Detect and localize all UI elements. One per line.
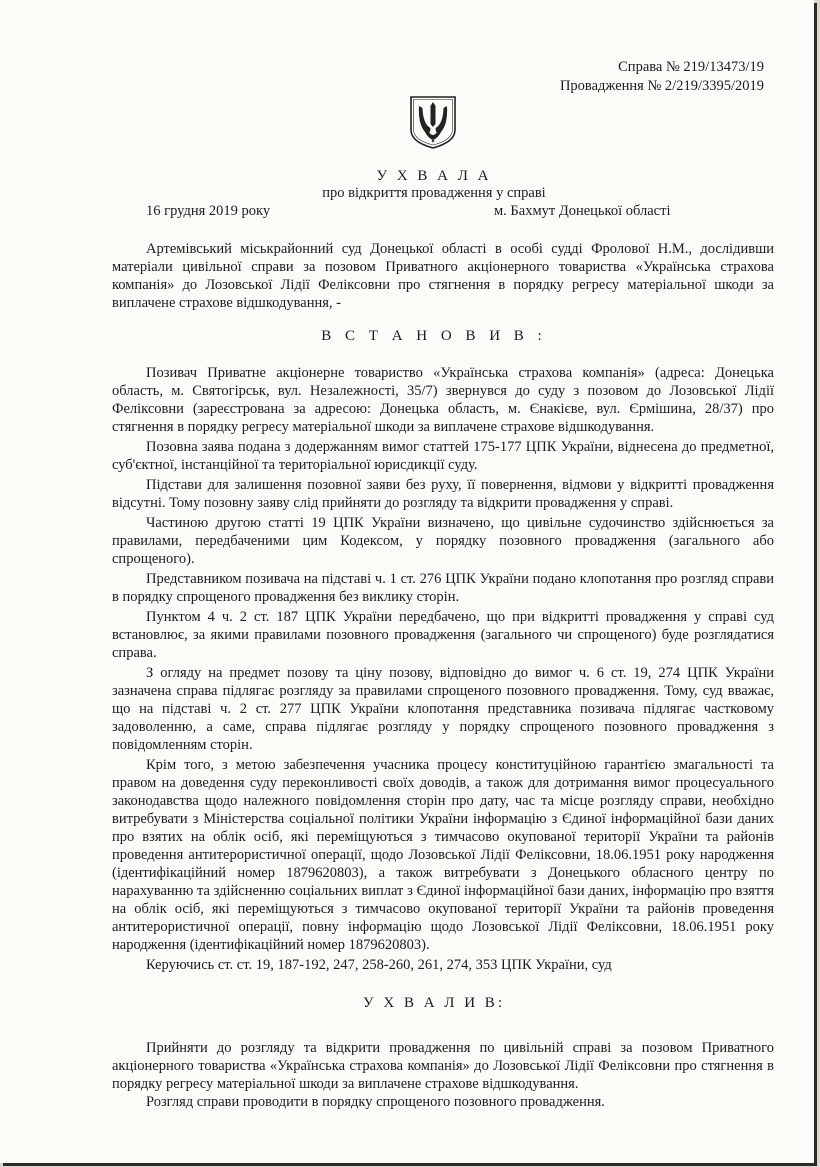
proceeding-number: Провадження № 2/219/3395/2019	[559, 78, 764, 94]
document-date: 16 грудня 2019 року	[146, 203, 271, 219]
paragraph-grounds: Підстави для залишення позовної заяви без руху, її повернення, відмови у відкритті провадження відсутні. Тому позовну заяву слід прийняти до розгляду та відкрити провадження у справі.	[112, 477, 774, 511]
case-number: Справа № 219/13473/19	[618, 59, 764, 75]
paragraph-plaintiff: Позивач Приватне акціонерне товариство «Українська страхова компанія» (адреса: Донецька область, м. Святогірськ, вул. Незалежності, 35/7) звернувся до суду з позовом до Лозовської Лідії Феліксовни (зареєстрована за адресою: Донецька область, м. Єнакієве, вул. Єрмішина, 28/37) про стягнення в порядку регресу матеріальної шкоди за виплачене страхове відшкодування.	[112, 365, 774, 435]
case-reference	[560, 58, 764, 96]
document-title: У Х В А Л А	[376, 168, 492, 184]
ruling-paragraph-procedure: Розгляд справи проводити в порядку спрощеного позовного провадження.	[146, 1094, 605, 1110]
paragraph-claim-requirements: Позовна заява подана з додержанням вимог статтей 175-177 ЦПК України, віднесена до предметної, суб'єктної, інстанційної та територіальної юрисдикції суду.	[112, 439, 774, 473]
ruling-paragraph-accept: Прийняти до розгляду та відкрити провадження по цивільній справі за позовом Приватного акціонерного товариства «Українська страхова компанія» до Лозовської Лідії Феліксовни про стягнення в порядку регресу матеріальної шкоди за виплачене страхове відшкодування.	[112, 1040, 774, 1092]
heading-ruled: У Х В А Л И В:	[363, 995, 505, 1011]
paragraph-motion: Представником позивача на підставі ч. 1 ст. 276 ЦПК України подано клопотання про розгляд справи в порядку спрощеного провадження без виклику сторін.	[112, 571, 774, 605]
intro-section	[112, 240, 774, 312]
paragraph-guided-by: Керуючись ст. ст. 19, 187-192, 247, 258-260, 261, 274, 353 ЦПК України, суд	[146, 957, 612, 973]
ruling-section	[112, 1039, 774, 1111]
intro-paragraph: Артемівський міськрайонний суд Донецької області в особі судді Фролової Н.М., дослідивши матеріали цивільної справи за позовом Приватного акціонерного товариства «Українська страхова компанія» до Лозовської Лідії Феліксовни про стягнення в порядку регресу матеріальної шкоди за виплачене страхове відшкодування, -	[112, 241, 774, 311]
trident-coat-of-arms-icon	[408, 94, 458, 150]
paragraph-information-request: Крім того, з метою забезпечення учасника процесу конституційною гарантією змагальності та правом на доведення суду переконливості своїх доводів, а також для дотримання вимог процесуального законодавства щодо належного повідомлення сторін про дату, час та місце розгляду справи, необхідно витребувати з Міністерства соціальної політики України інформацію з Єдиної інформаційної бази даних про взятих на облік осіб, які переміщуються з тимчасово окупованої території України та районів проведення антитерористичної операції, щодо Лозовської Лідії Феліксовни, 18.06.1951 року народження (ідентифікаційний номер 1879620803), а також витребувати з Донецького обласного центру по нарахуванню та здійсненню соціальних виплат з Єдиної інформаційної бази даних, інформацію про взяття на облік осіб, які переміщуються з тимчасово окупованої території України та районів проведення антитерористичної операції, повну інформацію щодо Лозовської Лідії Феліксовни, 18.06.1951 року народження (ідентифікаційний номер 1879620803).	[112, 757, 774, 953]
paragraph-article-187: Пунктом 4 ч. 2 ст. 187 ЦПК України передбачено, що при відкритті провадження у справі суд встановлює, за якими правилами позовного провадження (загального чи спрощеного) буде розглядатися справа.	[112, 609, 774, 661]
document-place: м. Бахмут Донецької області	[494, 203, 671, 219]
document-subtitle: про відкриття провадження у справі	[322, 185, 546, 201]
established-section	[112, 364, 774, 976]
paragraph-simplified-procedure: З огляду на предмет позову та ціну позову, відповідно до вимог ч. 6 ст. 19, 274 ЦПК України зазначена справа підлягає розгляду за правилами спрощеного позовного провадження. Тому, суд вважає, що на підставі ч. 2 ст. 277 ЦПК України клопотання представника позивача підлягає частковому задоволенню, а саме, справа підлягає розгляду у порядку спрощеного позовного провадження з повідомленням сторін.	[112, 665, 774, 753]
heading-established: В С Т А Н О В И В :	[321, 328, 547, 344]
paragraph-article-19: Частиною другою статті 19 ЦПК України визначено, що цивільне судочинство здійснюється за правилами, передбаченими цим Кодексом, у порядку позовного провадження (загального або спрощеного).	[112, 515, 774, 567]
